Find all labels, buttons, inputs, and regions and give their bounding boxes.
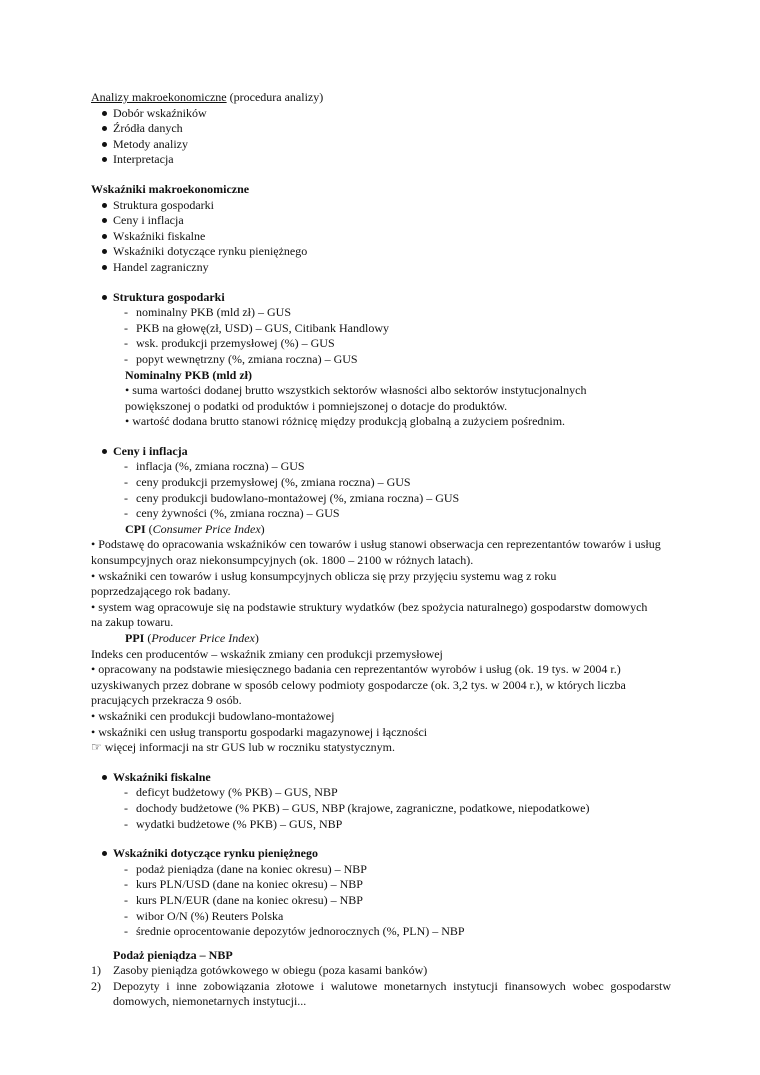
fiscal-item: - wydatki budżetowe (% PKB) – GUS, NBP [91, 817, 671, 833]
structure-item: - PKB na głowę(zł, USD) – GUS, Citibank Handlowy [91, 321, 671, 337]
fiscal-title: Wskaźniki fiskalne [91, 770, 671, 786]
more-info-note: ☞ więcej informacji na str GUS lub w roczniku statystycznym. [91, 740, 396, 755]
structure-item: - popyt wewnętrzny (%, zmiana roczna) – GUS [91, 352, 671, 368]
money-supply-item: 1) Zasoby pieniądza gotówkowego w obiegu (poza kasami banków) [91, 963, 428, 978]
intro-item: Interpretacja [91, 152, 671, 168]
money-item: - wibor O/N (%) Reuters Polska [91, 909, 671, 925]
intro-item: Metody analizy [91, 137, 671, 153]
money-item: - podaż pieniądza (dane na koniec okresu) – NBP [91, 862, 671, 878]
prices-item: - ceny żywności (%, zmiana roczna) – GUS [91, 506, 671, 522]
structure-note: powiększonej o podatki od produktów i pomniejszonej o dotacje do produktów. [125, 398, 508, 413]
document-page [91, 90, 671, 1010]
indicator-item: Ceny i inflacja [91, 213, 671, 229]
money-title: Wskaźniki dotyczące rynku pieniężnego [91, 846, 671, 862]
structure-subtitle: Nominalny PKB (mld zł) [125, 367, 253, 382]
ppi-line: Indeks cen producentów – wskaźnik zmiany cen produkcji przemysłowej [91, 646, 443, 661]
indicator-item: Handel zagraniczny [91, 260, 671, 276]
indicators-heading: Wskaźniki makroekonomiczne [91, 181, 250, 196]
cpi-heading: CPI (Consumer Price Index) [125, 521, 265, 536]
money-item: - kurs PLN/EUR (dane na koniec okresu) – NBP [91, 893, 671, 909]
prices-item: - ceny produkcji przemysłowej (%, zmiana roczna) – GUS [91, 475, 671, 491]
indicator-item: Wskaźniki dotyczące rynku pieniężnego [91, 244, 671, 260]
prices-item: - ceny produkcji budowlano-montażowej (%, zmiana roczna) – GUS [91, 491, 671, 507]
structure-note: • wartość dodana brutto stanowi różnicę między produkcją globalną a zużyciem pośrednim. [125, 414, 566, 429]
intro-item: Dobór wskaźników [91, 106, 671, 122]
intro-heading: Analizy makroekonomiczne (procedura analizy) [91, 90, 324, 104]
indicator-item: Struktura gospodarki [91, 198, 671, 214]
ppi-note: • wskaźniki cen produkcji budowlano-montażowej [91, 708, 335, 723]
ppi-heading: PPI (Producer Price Index) [125, 631, 259, 645]
indicator-item: Wskaźniki fiskalne [91, 229, 671, 245]
fiscal-item: - dochody budżetowe (% PKB) – GUS, NBP (krajowe, zagraniczne, podatkowe, niepodatkowe) [91, 801, 671, 817]
cpi-note: • Podstawę do opracowania wskaźników cen towarów i usług stanowi obserwacja cen reprezentantów towarów i usług konsumpcyjnych oraz niekonsumpcyjnych (ok. 1800 – 2100 w różnych latach). [91, 537, 661, 568]
structure-title: Struktura gospodarki [91, 290, 671, 306]
cpi-note: • system wag opracowuje się na podstawie struktury wydatków (bez spożycia naturalnego) gospodarstw domowych na zakup towaru. [91, 599, 648, 630]
money-supply-title: Podaż pieniądza – NBP [113, 947, 233, 962]
structure-item: - nominalny PKB (mld zł) – GUS [91, 305, 671, 321]
fiscal-item: - deficyt budżetowy (% PKB) – GUS, NBP [91, 785, 671, 801]
money-supply-item: 2) Depozyty i inne zobowiązania złotowe i walutowe monetarnych instytucji finansowych wobec gospodarstw domowych, niemonetarnych instytucji... [91, 978, 671, 1009]
prices-item: - inflacja (%, zmiana roczna) – GUS [91, 459, 671, 475]
money-item: - średnie oprocentowanie depozytów jednorocznych (%, PLN) – NBP [91, 924, 671, 940]
cpi-note: • wskaźniki cen towarów i usług konsumpcyjnych oblicza się przy przyjęciu systemu wag z roku poprzedzającego rok badany. [91, 568, 557, 599]
intro-item: Źródła danych [91, 121, 671, 137]
ppi-note: • wskaźniki cen usług transportu gospodarki magazynowej i łączności [91, 724, 428, 739]
intro-heading-link: Analizy makroekonomiczne [91, 90, 227, 104]
prices-title: Ceny i inflacja [91, 444, 671, 460]
structure-note: • suma wartości dodanej brutto wszystkich sektorów własności albo sektorów instytucjonalnych [125, 383, 587, 398]
structure-item: - wsk. produkcji przemysłowej (%) – GUS [91, 336, 671, 352]
money-item: - kurs PLN/USD (dane na koniec okresu) – NBP [91, 877, 671, 893]
ppi-note: • opracowany na podstawie miesięcznego badania cen reprezentantów wyrobów i usług (ok. 19 tys. w 2004 r.) uzyskiwanych przez dobrane w sposób celowy podmioty gospodarcze (ok. 3,2 tys. w 2004 r.), w których liczba pracujących przekracza 9 osób. [91, 662, 626, 708]
